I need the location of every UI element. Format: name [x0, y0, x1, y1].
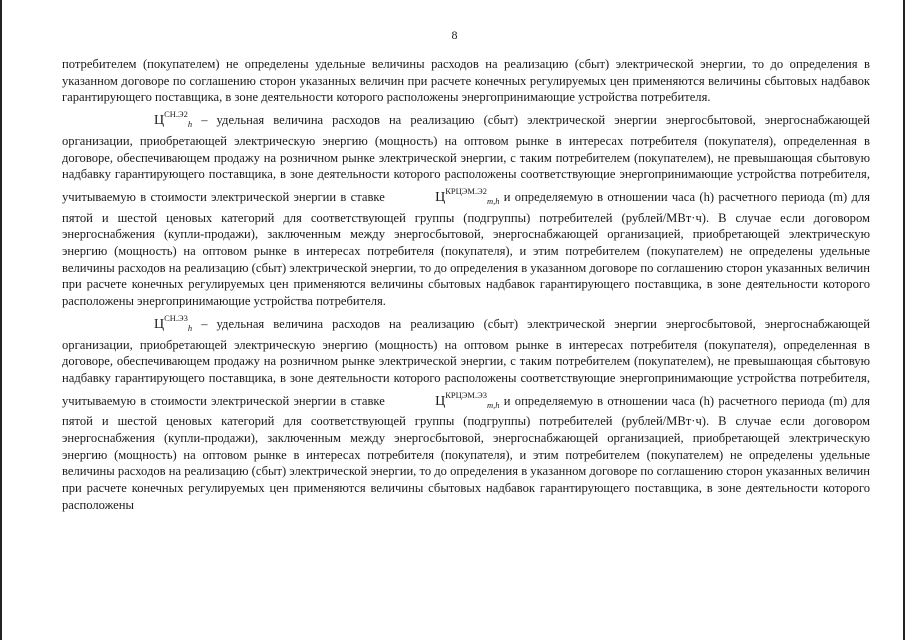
paragraph-sn-e2 — [62, 106, 870, 310]
symbol-letter: Ц — [154, 113, 165, 129]
paragraph-continuation: потребителем (покупателем) не определены удельные величины расходов на реализацию (сбыт) электрической энергии, то до определения в указанном договоре по соглашению сторон указанных величин при расчете конечных регулируемых цен применяются величины сбытовых надбавок гарантирующего поставщика, в зоне деятельности которого расположены энергопринимающие устройства потребителя. — [62, 57, 870, 105]
paragraph-text-part-b: и определяемую в отношении часа (h) расчетного периода (m) для пятой и шестой ценовых категорий для соответствующей группы (подгруппы) потребителей (рублей/МВт·ч). В случае если договором энергоснабжения (купли-продажи), заключенным между энергосбытовой, энергоснабжающей организацией, приобретающей электрическую энергию (мощность) на оптовом рынке в интересах потребителя (покупателя), и этим потребителем (покупателем) не определены удельные величины расходов на реализацию (сбыт) электрической энергии, то до определения в указанном договоре по соглашению сторон указанных величин при расчете конечных регулируемых цен применяются величины сбытовых надбавок гарантирующего поставщика, в зоне деятельности которого расположены энергопринимающие устройства потребителя. — [62, 189, 870, 309]
paragraph-sn-e3 — [62, 310, 870, 514]
rate-letter: Ц — [435, 393, 446, 409]
symbol-subscript: h — [187, 119, 193, 130]
body-text — [62, 56, 870, 514]
formula-symbol-sn-e2 — [108, 106, 192, 133]
symbol-letter: Ц — [154, 316, 165, 332]
symbol-superscript: СН.Э2 — [164, 109, 188, 120]
rate-subscript: m,h — [486, 195, 500, 206]
formula-rate-krcem-e2 — [389, 183, 499, 210]
formula-rate-krcem-e3 — [389, 387, 499, 414]
symbol-superscript: СН.Э3 — [164, 312, 188, 323]
rate-superscript: КРЦЭМ.Э3 — [445, 389, 487, 400]
page-number: 8 — [451, 28, 458, 42]
symbol-subscript: h — [187, 322, 193, 333]
paragraph-text-part-b: и определяемую в отношении часа (h) расчетного периода (m) для пятой и шестой ценовых категорий для соответствующей группы (подгруппы) потребителей (рублей/МВт·ч). В случае если договором энергоснабжения (купли-продажи), заключенным между энергосбытовой, энергоснабжающей организацией, приобретающей электрическую энергию (мощность) на оптовом рынке в интересах потребителя (покупателя), и этим потребителем (покупателем) не определены удельные величины расходов на реализацию (сбыт) электрической энергии, то до определения в указанном договоре по соглашению сторон указанных величин при расчете конечных регулируемых цен применяются величины сбытовых надбавок гарантирующего поставщика, в зоне деятельности которого расположены — [62, 393, 870, 512]
paragraph-text-part-a: – удельная величина расходов на реализацию (сбыт) электрической энергии энергосбытовой, энергоснабжающей организации, приобретающей электрическую энергию (мощность) на оптовом рынке в интересах потребителя (покупателя), определенная в договоре, обеспечивающем продажу на розничном рынке электрической энергии, с таким потребителем (покупателем), не превышающая сбытовую надбавку гарантирующего поставщика, в зоне деятельности которого расположены соответствующие энергопринимающие устройства потребителя, учитываемую в стоимости электрической энергии в ставке — [62, 316, 870, 408]
formula-symbol-sn-e3 — [108, 310, 192, 337]
paragraph-text-part-a: – удельная величина расходов на реализацию (сбыт) электрической энергии энергосбытовой, энергоснабжающей организации, приобретающей электрическую энергию (мощность) на оптовом рынке в интересах потребителя (покупателя), определенная в договоре, обеспечивающем продажу на розничном рынке электрической энергии, с таким потребителем (покупателем), не превышающая сбытовую надбавку гарантирующего поставщика, в зоне деятельности которого расположены соответствующие энергопринимающие устройства потребителя, учитываемую в стоимости электрической энергии в ставке — [62, 113, 870, 204]
rate-letter: Ц — [435, 189, 446, 205]
rate-superscript: КРЦЭМ.Э2 — [445, 185, 487, 196]
rate-subscript: m,h — [486, 399, 500, 410]
